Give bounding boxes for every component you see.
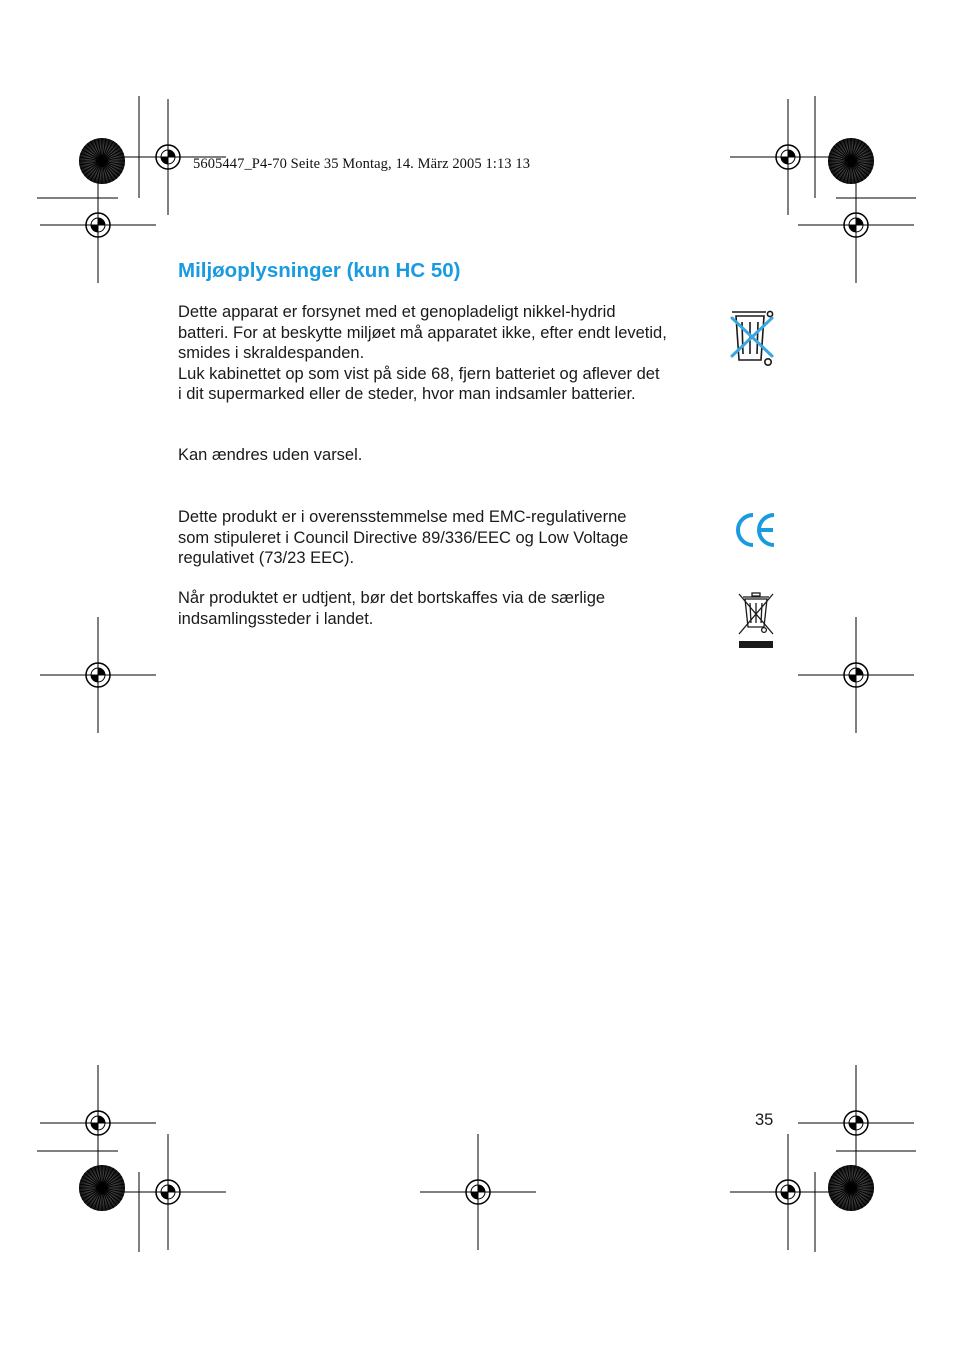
disposal-paragraph <box>178 588 738 629</box>
text-line: Dette apparat er forsynet med et genopladeligt nikkel-hydrid <box>178 303 616 321</box>
registration-marks <box>40 99 914 1250</box>
notice-paragraph <box>178 445 738 466</box>
text-line: i dit supermarked eller de steder, hvor man indsamler batterier. <box>178 385 636 403</box>
weee-bin-icon <box>733 590 779 652</box>
text-line: som stipuleret i Council Directive 89/336/EEC og Low Voltage <box>178 528 629 547</box>
text-line: Luk kabinettet op som vist på side 68, fjern batteriet og aflever det <box>178 364 660 383</box>
starburst-icon <box>828 138 874 184</box>
text-line: smides i skraldespanden. <box>178 344 365 362</box>
crossed-bin-icon <box>726 306 780 370</box>
registration-mark-icon <box>798 1065 914 1181</box>
starburst-icon <box>828 1165 874 1211</box>
registration-mark-icon <box>110 1134 226 1250</box>
ce-mark-icon <box>733 510 779 550</box>
registration-mark-icon <box>40 1065 156 1181</box>
starburst-icon <box>79 1165 125 1211</box>
text-line: batteri. For at beskytte miljøet må apparatet ikke, efter endt levetid, <box>178 323 667 342</box>
battery-paragraph <box>178 302 738 405</box>
registration-mark-icon <box>420 1134 536 1250</box>
section-title: Miljøoplysninger (kun HC 50) <box>178 259 461 282</box>
registration-mark-icon <box>40 617 156 733</box>
page-number: 35 <box>755 1111 774 1129</box>
registration-mark-icon <box>798 617 914 733</box>
text-line: regulativet (73/23 EEC). <box>178 549 355 567</box>
text-line: Når produktet er udtjent, bør det bortskaffes via de særlige <box>178 589 606 607</box>
print-slug: 5605447_P4-70 Seite 35 Montag, 14. März 2005 1:13 13 <box>193 156 531 172</box>
text-line: Kan ændres uden varsel. <box>178 446 363 464</box>
text-line: indsamlingssteder i landet. <box>178 609 374 628</box>
crop-marks <box>37 96 916 1252</box>
starburst-marks <box>79 138 874 1211</box>
emc-paragraph <box>178 507 738 569</box>
text-line: Dette produkt er i overensstemmelse med EMC-regulativerne <box>178 508 627 526</box>
starburst-icon <box>79 138 125 184</box>
